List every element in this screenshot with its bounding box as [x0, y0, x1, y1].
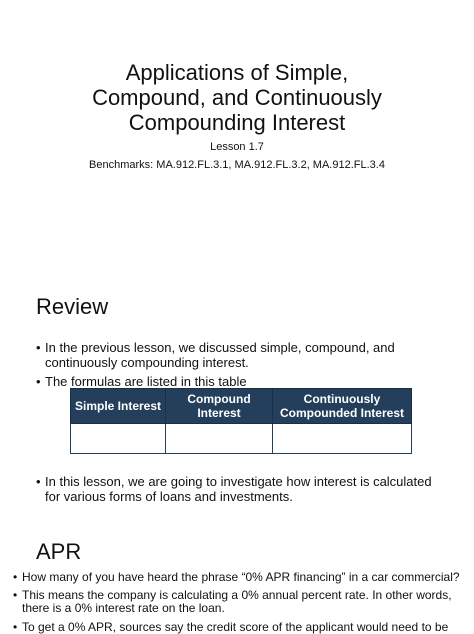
slide-title: Applications of Simple, Compound, and Continuously Compounding Interest — [92, 60, 382, 135]
table-header-compound: Compound Interest — [166, 389, 273, 424]
table-header-row — [71, 389, 412, 424]
review-heading: Review — [36, 294, 109, 319]
table-cell-simple — [71, 424, 166, 454]
benchmarks: Benchmarks: MA.912.FL.3.1, MA.912.FL.3.2, MA.912.FL.3.4 — [89, 159, 385, 171]
table-header-simple: Simple Interest — [71, 389, 166, 424]
lesson-number: Lesson 1.7 — [210, 141, 264, 153]
apr-bullet-3: • To get a 0% APR, sources say the credit score of the applicant would need to be — [13, 621, 472, 634]
table-header-continuous: Continuously Compounded Interest — [273, 389, 412, 424]
apr-bullet-2: • This means the company is calculating a 0% annual percent rate. In other words, there is a 0% interest rate on the loan. — [13, 589, 462, 615]
apr-slide — [0, 515, 474, 632]
apr-bullet-1: • How many of you have heard the phrase “0% APR financing” in a car commercial? — [13, 571, 472, 584]
title-slide — [0, 0, 474, 250]
review-bullet-1: • In the previous lesson, we discussed simple, compound, and continuously compounding interest. — [36, 340, 405, 370]
table-cell-continuous — [273, 424, 412, 454]
review-bullet-3: • In this lesson, we are going to investigate how interest is calculated for various forms of loans and investments. — [36, 474, 441, 504]
formula-table — [70, 388, 412, 454]
apr-heading: APR — [36, 539, 82, 564]
review-slide — [0, 250, 474, 515]
table-row — [71, 424, 412, 454]
table-cell-compound — [166, 424, 273, 454]
review-bullet-2: • The formulas are listed in this table — [36, 374, 405, 389]
